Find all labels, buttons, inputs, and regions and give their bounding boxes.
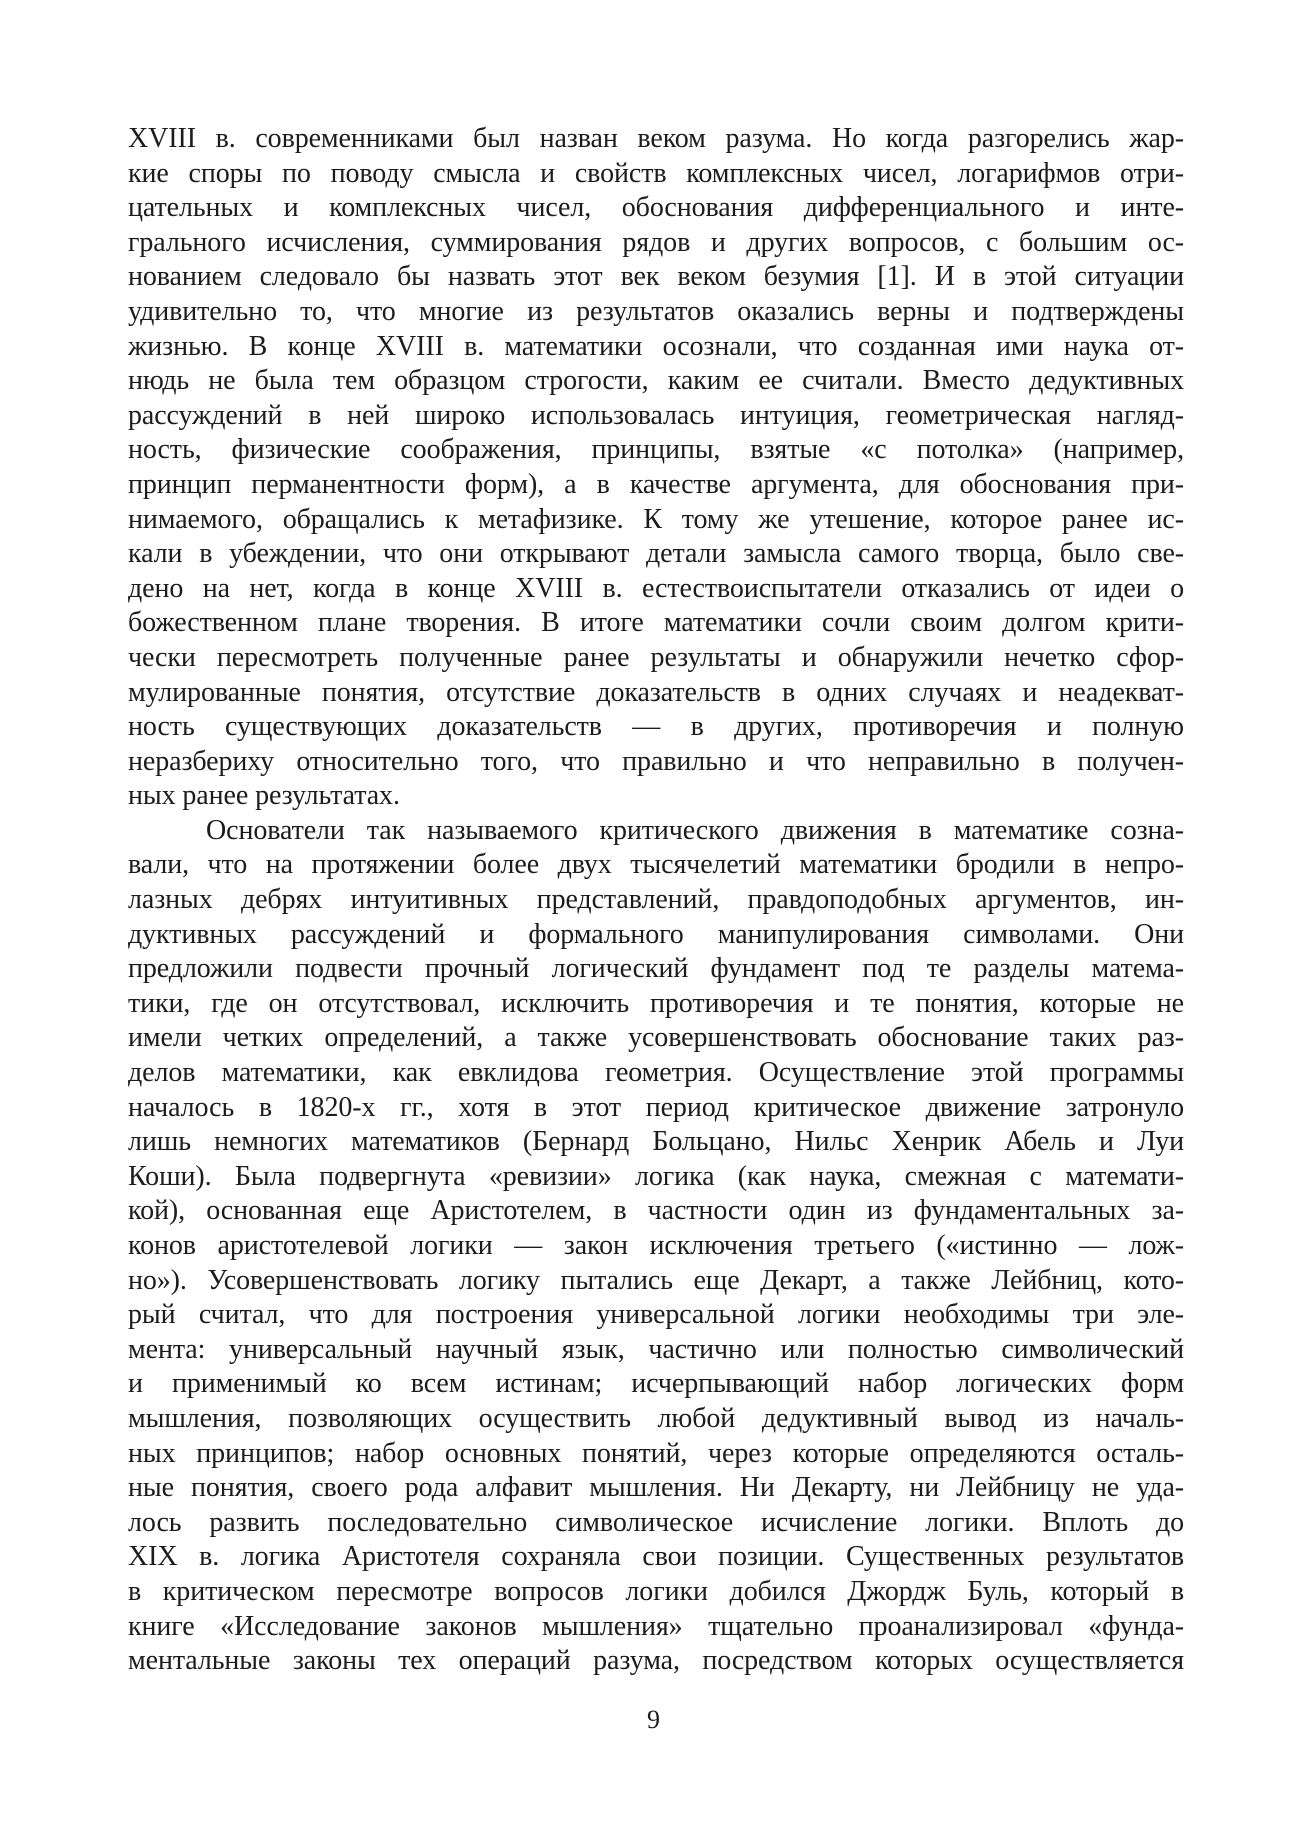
text-line: мышления, позволяющих осуществить любой дедуктивный вывод из началь- [128, 1402, 1184, 1434]
text-line: принцип перманентности форм), а в качестве аргумента, для обоснования при- [128, 468, 1184, 500]
text-line: в критическом пересмотре вопросов логики добился Джордж Буль, который в [128, 1575, 1184, 1607]
text-line: XVIII в. современниками был назван веком разума. Но когда разгорелись жар- [128, 123, 1184, 154]
text-line: тики, где он отсутствовал, исключить противоречия и те понятия, которые не [128, 987, 1184, 1019]
text-line: XIX в. логика Аристотеля сохраняла свои позиции. Существенных результатов [128, 1541, 1184, 1573]
text-line: нимаемого, обращались к метафизике. К тому же утешение, которое ранее ис- [128, 503, 1184, 535]
text-line: неразбериху относительно того, что правильно и что неправильно в получен- [128, 745, 1184, 777]
text-line: рый считал, что для построения универсальной логики необходимы три эле- [128, 1299, 1184, 1331]
text-line: удивительно то, что многие из результатов оказались верны и подтверждены [128, 295, 1184, 327]
text-line: мента: универсальный научный язык, частично или полностью символический [128, 1333, 1184, 1365]
text-line: кали в убеждении, что они открывают детали замысла самого творца, было све- [128, 538, 1184, 570]
text-line: делов математики, как евклидова геометрия. Осуществление этой программы [128, 1057, 1184, 1089]
text-line: предложили подвести прочный логический фундамент под те разделы матема- [128, 953, 1184, 985]
text-line: чески пересмотреть полученные ранее результаты и обнаружили нечетко сфор- [128, 641, 1184, 673]
text-line: ных ранее результатах. [128, 780, 400, 812]
text-line: ность, физические соображения, принципы, взятые «с потолка» (например, [128, 434, 1184, 466]
text-line: книге «Исследование законов мышления» тщательно проанализировал «фунда- [128, 1610, 1184, 1642]
paragraph-start-line: Основатели так называемого критического движения в математике созна- [206, 814, 1184, 846]
text-line: дено на нет, когда в конце XVIII в. естествоиспытатели отказались от идеи о [128, 572, 1184, 604]
text-line: жизнью. В конце XVIII в. математики осознали, что созданная ими наука от- [128, 330, 1184, 362]
text-line: вали, что на протяжении более двух тысячелетий математики бродили в непро- [128, 849, 1184, 881]
text-line: ность существующих доказательств — в других, противоречия и полную [128, 711, 1184, 743]
text-line: и применимый ко всем истинам; исчерпывающий набор логических форм [128, 1368, 1184, 1400]
text-line: имели четких определений, а также усовершенствовать обоснование таких раз- [128, 1022, 1184, 1054]
text-line: лазных дебрях интуитивных представлений, правдоподобных аргументов, ин- [128, 884, 1184, 916]
page-number: 9 [647, 1705, 660, 1734]
text-line: конов аристотелевой логики — закон исключения третьего («истинно — лож- [128, 1230, 1184, 1261]
text-line: кие споры по поводу смысла и свойств комплексных чисел, логарифмов отри- [128, 157, 1184, 189]
text-line: началось в 1820-х гг., хотя в этот период критическое движение затронуло [128, 1091, 1184, 1123]
text-line: кой), основанная еще Аристотелем, в частности один из фундаментальных за- [128, 1195, 1184, 1227]
text-line: ментальные законы тех операций разума, посредством которых осуществляется [128, 1645, 1184, 1677]
text-line: лось развить последовательно символическое исчисление логики. Вплоть до [128, 1506, 1184, 1538]
text-line: грального исчисления, суммирования рядов и других вопросов, с большим ос- [128, 226, 1184, 258]
text-line: мулированные понятия, отсутствие доказательств в одних случаях и неадекват- [128, 676, 1184, 708]
text-line: божественном плане творения. В итоге математики сочли своим долгом крити- [128, 607, 1184, 639]
text-line: цательных и комплексных чисел, обоснования дифференциального и инте- [128, 192, 1184, 224]
text-line: дуктивных рассуждений и формального манипулирования символами. Они [128, 918, 1184, 950]
text-line: лишь немногих математиков (Бернард Больцано, Нильс Хенрик Абель и Луи [128, 1126, 1184, 1158]
text-line: ных принципов; набор основных понятий, через которые определяются осталь- [128, 1437, 1184, 1469]
text-line: Коши). Была подвергнута «ревизии» логика (как наука, смежная с математи- [128, 1160, 1184, 1192]
text-line: ные понятия, своего рода алфавит мышления. Ни Декарту, ни Лейбницу не уда- [128, 1472, 1184, 1504]
text-line: рассуждений в ней широко использовалась интуиция, геометрическая нагляд- [128, 399, 1184, 431]
text-line: нюдь не была тем образцом строгости, каким ее считали. Вместо дедуктивных [128, 365, 1184, 397]
text-line: но»). Усовершенствовать логику пытались еще Декарт, а также Лейбниц, кото- [128, 1264, 1184, 1296]
body-text [128, 122, 1184, 1679]
text-line: нованием следовало бы назвать этот век веком безумия [1]. И в этой ситуации [128, 261, 1184, 293]
